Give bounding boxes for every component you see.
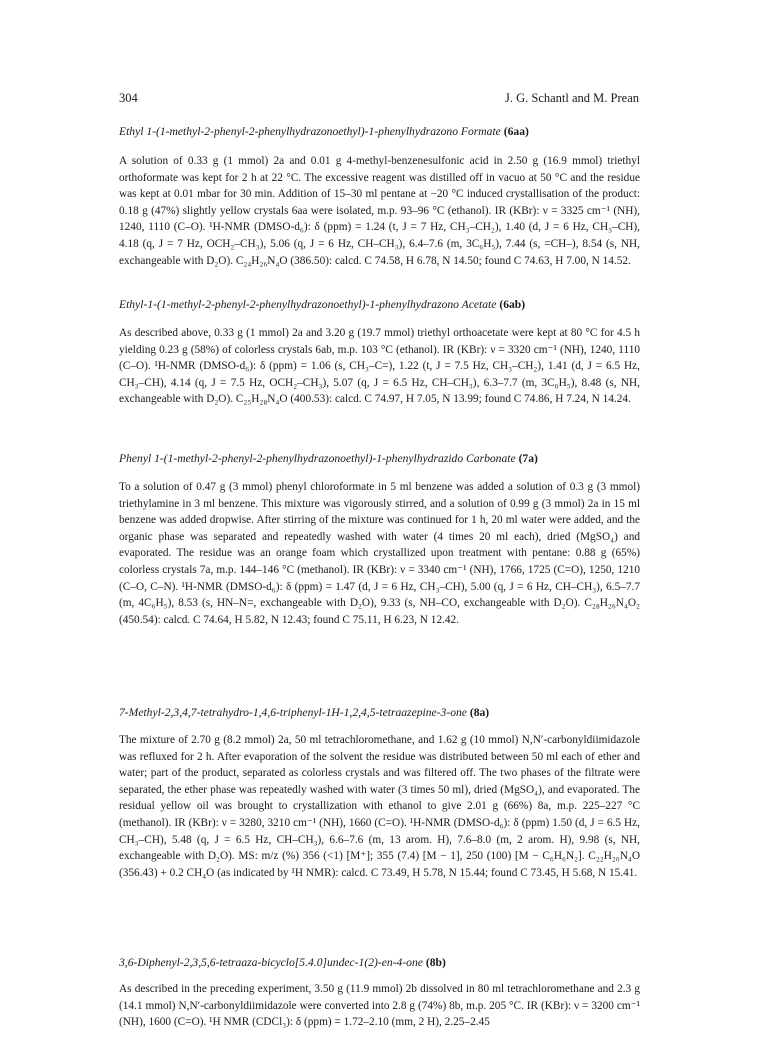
running-header-authors: J. G. Schantl and M. Prean <box>504 91 639 105</box>
section-body-6aa: A solution of 0.33 g (1 mmol) 2a and 0.01 g 4-methyl-benzenesulfonic acid in 2.50 g (16.9 mmol) triethyl orthoformate was kept for 2 h at 22 °C. The excessive reagent was distilled off in vacuo at 50 °C and the residue was kept at 0.01 mbar for 30 min. Addition of 15–30 ml pentane at −20 °C induced crystallisation of the product: 0.18 g (47%) slightly yellow crystals 6aa were isolated, m.p. 93–96 °C (ethanol). IR (KBr): ν = 3325 cm⁻¹ (NH), 1240, 1110 (C–O). ¹H-NMR (DMSO-d₆): δ (ppm) = 1.24 (t, J = 7 Hz, CH₃–CH₂), 1.40 (d, J = 6 Hz, CH₃–CH), 4.18 (q, J = 7 Hz, OCH₂–CH₃), 5.06 (q, J = 6 Hz, CH–CH₃), 6.4–7.6 (m, 3C₆H₅), 7.44 (s, =CH–), 8.54 (s, NH, exchangeable with D₂O). C₂₄H₂₆N₄O (386.50): calcd. C 74.58, H 6.78, N 14.50; found C 74.63, H 7.00, N 14.52. <box>119 155 640 267</box>
compound-label: (6aa) <box>503 125 529 138</box>
section-title-8a <box>119 706 640 720</box>
section-body-8a: The mixture of 2.70 g (8.2 mmol) 2a, 50 ml tetrachloromethane, and 1.62 g (10 mmol) N,N′-carbonyldiimidazole was refluxed for 2 h. After evaporation of the solvent the residue was distributed between 50 ml each of ether and water; part of the product, separated as colorless crystals and was filtered off. The two phases of the filtrate were separated, the ether phase was repeatedly washed with water (3 times 50 ml), dried (MgSO₄), and evaporated. The residual yellow oil was brought to crystallization with ethanol to give 2.01 g (66%) 8a, m.p. 225–227 °C (methanol). IR (KBr): ν = 3280, 3210 cm⁻¹ (NH), 1660 (C=O). ¹H-NMR (DMSO-d₆): δ (ppm) 1.50 (d, J = 6.5 Hz, CH₃–CH), 5.48 (q, J = 6.5 Hz, CH–CH₃), 6.6–7.6 (m, 13 arom. H), 7.6–8.0 (m, 2 arom. H), 9.98 (s, NH, exchangeable with D₂O). MS: m/z (%) 356 (<1) [M⁺]; 355 (7.4) [M − 1], 250 (100) [M − C₆H₆N₂]. C₂₂H₂₀N₄O (356.43) + 0.2 CH₄O (as indicated by ¹H NMR): calcd. C 73.49, H 5.78, N 15.44; found C 73.45, H 5.68, N 15.41. <box>119 734 640 879</box>
section-body-7a: To a solution of 0.47 g (3 mmol) phenyl chloroformate in 5 ml benzene was added a solution of 0.3 g (3 mmol) triethylamine in 3 ml benzene. This mixture was vigorously stirred, and a solution of 0.99 g (3 mmol) 2a in 15 ml benzene was added dropwise. After stirring of the mixture was continued for 1 h, 20 ml water were added, and the organic phase was separated and repeatedly washed with water (4 times 20 ml each), dried (MgSO₄) and evaporated. The residue was an orange foam which crystallized upon treatment with pentane: 0.88 g (65%) colorless crystals 7a, m.p. 144–146 °C (methanol). IR (KBr): ν = 3340 cm⁻¹ (NH), 1766, 1725 (C=O), 1250, 1210 (C–O, C–N). ¹H-NMR (DMSO-d₆): δ (ppm) = 1.47 (d, J = 6 Hz, CH₃–CH), 5.00 (q, J = 6 Hz, CH–CH₃), 6.5–7.7 (m, 4C₆H₅), 8.53 (s, HN–N=, exchangeable with D₂O), 9.33 (s, NH–CO, exchangeable with D₂O). C₂₈H₂₆N₄O₂ (450.54): calcd. C 74.64, H 5.82, N 12.43; found C 75.11, H 6.23, N 12.42. <box>119 481 640 626</box>
section-title-8b <box>119 956 640 970</box>
section-body-6ab: As described above, 0.33 g (1 mmol) 2a and 3.20 g (19.7 mmol) triethyl orthoacetate were kept at 80 °C for 4.5 h yielding 0.23 g (58%) of colorless crystals 6ab, m.p. 103 °C (ethanol). IR (KBr): ν = 3320 cm⁻¹ (NH), 1240, 1110 (C–O). ¹H-NMR (DMSO-d₆): δ (ppm) = 1.06 (s, CH₃–C=), 1.22 (t, J = 7.5 Hz, CH₃–CH₂), 1.41 (d, J = 6.5 Hz, CH₃–CH), 4.14 (q, J = 7.5 Hz, OCH₂–CH₃), 5.07 (q, J = 6.5 Hz, CH–CH₃), 6.3–7.7 (m, 3C₆H₅), 8.48 (s, NH, exchangeable with D₂O). C₂₅H₂₈N₄O (400.53): calcd. C 74.97, H 7.05, N 13.99; found C 74.86, H 7.24, N 14.24. <box>119 327 640 406</box>
page-number: 304 <box>119 91 138 105</box>
section-title-7a <box>119 452 640 466</box>
section-title-6ab <box>119 298 640 312</box>
compound-label: (8b) <box>425 956 446 969</box>
section-title-text: 7-Methyl-2,3,4,7-tetrahydro-1,4,6-triphenyl-1H-1,2,4,5-tetraazepine-3-one <box>119 706 467 719</box>
section-title-text: Ethyl-1-(1-methyl-2-phenyl-2-phenylhydrazonoethyl)-1-phenylhydrazono Acetate <box>119 298 497 311</box>
section-title-text: 3,6-Diphenyl-2,3,5,6-tetraaza-bicyclo[5.4.0]undec-1(2)-en-4-one <box>119 956 423 969</box>
section-title-text: Phenyl 1-(1-methyl-2-phenyl-2-phenylhydrazonoethyl)-1-phenylhydrazido Carbonate <box>119 452 516 465</box>
section-title-6aa <box>119 125 640 139</box>
compound-label: (6ab) <box>499 298 526 311</box>
section-body-8b: As described in the preceding experiment, 3.50 g (11.9 mmol) 2b dissolved in 80 ml tetrachloromethane and 2.3 g (14.1 mmol) N,N′-carbonyldiimidazole were converted into 2.8 g (74%) 8b, m.p. 205 °C. IR (KBr): ν = 3200 cm⁻¹ (NH), 1600 (C=O). ¹H NMR (CDCl₃): δ (ppm) = 1.72–2.10 (mm, 2 H), 2.25–2.45 <box>119 983 640 1029</box>
compound-label: (7a) <box>518 452 538 465</box>
running-header <box>119 91 639 109</box>
section-title-text: Ethyl 1-(1-methyl-2-phenyl-2-phenylhydrazonoethyl)-1-phenylhydrazono Formate <box>119 125 501 138</box>
compound-label: (8a) <box>469 706 490 719</box>
